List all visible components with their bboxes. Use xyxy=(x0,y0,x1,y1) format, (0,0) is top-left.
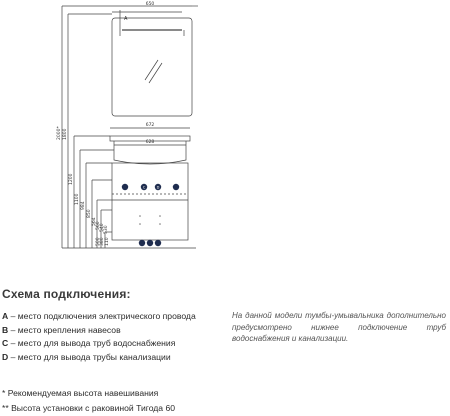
dim-label-560: 560 xyxy=(96,221,101,230)
dim-label-672: 672 xyxy=(145,123,155,128)
dim-label-1100: 1100 xyxy=(75,193,80,205)
dim-label-540: 540 xyxy=(100,223,105,232)
footnote-2: ** Высота установки с раковиной Тигода 60 xyxy=(2,403,176,413)
side-note: На данной модели тумбы-умывальника дополнительно предусмотрено нижнее подключение труб водоснабжения и канализации. xyxy=(232,311,446,343)
dim-label-2000: 2000* xyxy=(57,126,62,140)
marker-bottom-2 xyxy=(147,240,153,246)
legend-item-d xyxy=(2,351,196,365)
legend-key: C xyxy=(2,338,9,348)
marker-label-d: D xyxy=(156,185,160,190)
marker-c-left xyxy=(122,184,128,190)
footnote-1: * Рекомендуемая высота навешивания xyxy=(2,388,159,398)
legend-text: – место подключения электрического провода xyxy=(8,311,196,321)
dim-label-500: 500 xyxy=(96,237,101,246)
marker-label-c: C xyxy=(142,185,146,190)
legend-item-c xyxy=(2,337,196,351)
legend-key: D xyxy=(2,351,9,362)
legend-key: A xyxy=(2,311,9,321)
legend-item-b xyxy=(2,324,196,338)
dim-label-110: 110 xyxy=(105,237,110,246)
dim-label-380: 380 xyxy=(100,237,105,246)
legend-item-a xyxy=(2,310,196,324)
legend-text: – место для вывода трубы канализации xyxy=(8,351,171,362)
legend-text: – место крепления навесов xyxy=(8,324,121,335)
mirror-glare xyxy=(149,63,162,83)
legend-key: B xyxy=(2,324,9,335)
dim-label-650: 650 xyxy=(145,2,155,7)
footnotes xyxy=(2,386,175,416)
dim-label-564: 564 xyxy=(92,217,97,226)
marker-bottom-1 xyxy=(139,240,145,246)
dim-label-850: 850 xyxy=(87,209,92,218)
mirror xyxy=(112,18,192,116)
cabinet xyxy=(112,163,188,240)
marker-c-right xyxy=(173,184,179,190)
dim-label-984: 984 xyxy=(81,201,86,210)
dim-label-a: A xyxy=(124,16,128,22)
legend-text: – место для вывода труб водоснабжения xyxy=(8,338,176,348)
mirror-glare xyxy=(145,60,158,80)
legend-list xyxy=(2,310,196,364)
dim-label-1200: 1200 xyxy=(69,173,74,185)
section-title: Схема подключения: xyxy=(2,287,131,301)
dim-label-530: 530 xyxy=(104,225,109,234)
dim-label-628: 628 xyxy=(145,140,155,145)
dim-label-1800: 1800 xyxy=(63,128,68,140)
marker-bottom-3 xyxy=(155,240,161,246)
